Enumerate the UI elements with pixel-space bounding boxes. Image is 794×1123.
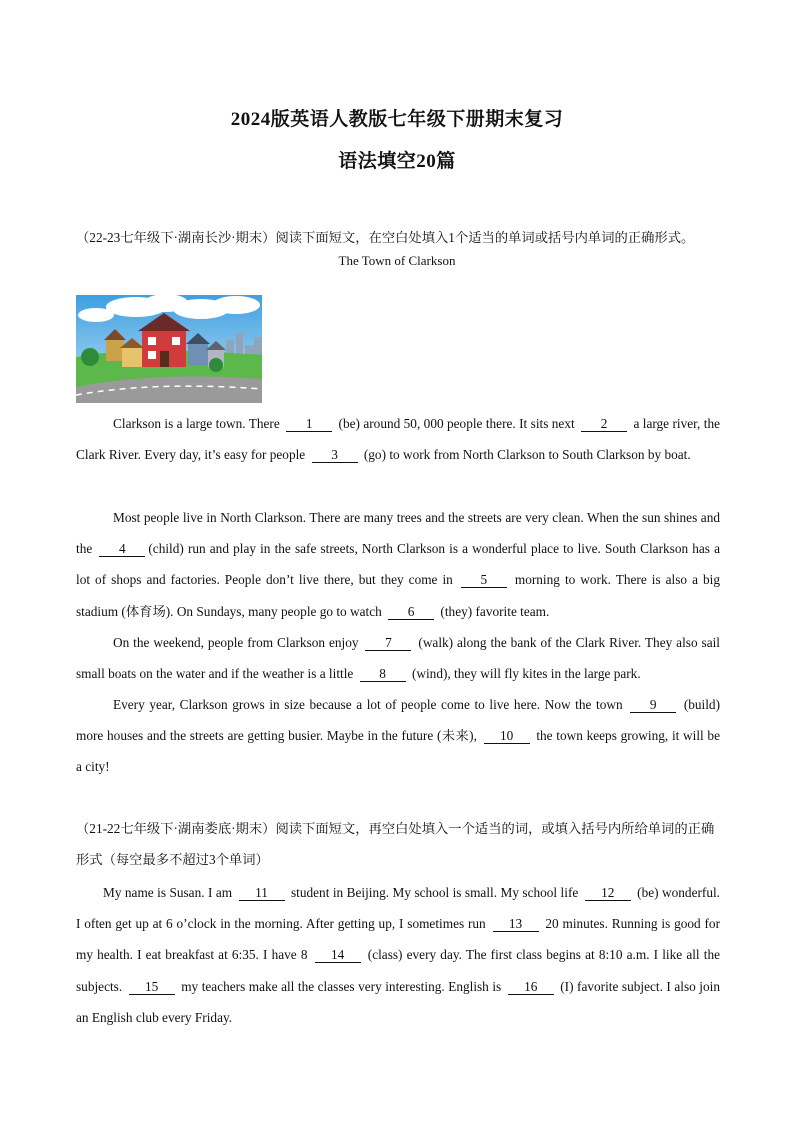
blank-5[interactable]: 5 [461, 573, 507, 588]
blank-4[interactable]: 4 [99, 542, 145, 557]
text-run: the town keeps growing, it will be a city! [76, 728, 720, 775]
blank-6[interactable]: 6 [388, 605, 434, 620]
blank-3[interactable]: 3 [312, 448, 358, 463]
text-run: (go) to work from North Clarkson to South Clarkson by boat. [360, 447, 691, 463]
blank-16[interactable]: 16 [508, 980, 554, 995]
paragraph-4 [76, 689, 720, 783]
blank-15[interactable]: 15 [129, 980, 175, 995]
section2-instruction: （21-22七年级下·湖南娄底·期末）阅读下面短文，再空白处填入一个适当的词，或填入括号内所给单词的正确形式（每空最多不超过3个单词） [76, 821, 715, 867]
text-run: student in Beijing. My school is small. My school life [287, 885, 582, 900]
blank-8[interactable]: 8 [360, 667, 406, 682]
blank-10[interactable]: 10 [484, 729, 530, 744]
text-run: Clarkson is a large town. There [113, 416, 284, 431]
blank-1[interactable]: 1 [286, 417, 332, 432]
text-run: On the weekend, people from Clarkson enjoy [113, 635, 363, 650]
text-run: (walk) along the bank of the Clark River. They also sail small boats on the water and if the weather is a little [76, 635, 720, 682]
text-run: 20 minutes. Running is good for my health. I eat breakfast at 6:35. I have 8 [76, 916, 720, 963]
text-run: (wind), they will fly kites in the large park. [408, 666, 641, 682]
text-run: (I) favorite subject. I also join an English club every Friday. [76, 978, 720, 1025]
paragraph-3 [76, 627, 720, 689]
blank-13[interactable]: 13 [493, 917, 539, 932]
text-run: my teachers make all the classes very interesting. English is [177, 978, 505, 994]
text-run: My name is Susan. I am [103, 885, 236, 900]
document-subtitle: 语法填空20篇 [338, 151, 456, 172]
paragraph-5 [76, 877, 720, 1033]
text-run: (they) favorite team. [437, 603, 550, 619]
text-run: Every year, Clarkson grows in size because a lot of people come to live here. Now the town [113, 697, 628, 712]
blank-11[interactable]: 11 [239, 886, 285, 901]
text-run: a large river, the Clark River. Every day, it’s easy for people [76, 416, 721, 463]
blank-2[interactable]: 2 [581, 417, 627, 432]
text-run: (class) every day. The first class begins at 8:10 a.m. I like all the subjects. [76, 947, 720, 994]
text-run: (be) wonderful. I often get up at 6 o’clock in the morning. After getting up, I sometimes run [76, 885, 720, 932]
blank-7[interactable]: 7 [365, 636, 411, 651]
blank-12[interactable]: 12 [585, 886, 631, 901]
text-run: Most people live in North Clarkson. There are many trees and the streets are very clean. When the sun shines and the [76, 510, 720, 557]
text-run: (build) more houses and the streets are getting busier. Maybe in the future (未来), [76, 697, 721, 744]
town-illustration [76, 295, 262, 403]
text-run: morning to work. There is also a big stadium (体育场). On Sundays, many people go to watch [76, 572, 720, 619]
document-title: 2024版英语人教版七年级下册期末复习 [230, 109, 564, 130]
text-run: (be) around 50, 000 people there. It sits next [335, 416, 579, 431]
paragraph-2 [76, 502, 720, 627]
section1-instruction: （22-23七年级下·湖南长沙·期末）阅读下面短文，在空白处填入1个适当的单词或括号内单词的正确形式。 [76, 230, 695, 245]
blank-9[interactable]: 9 [630, 698, 676, 713]
passage-title: The Town of Clarkson [338, 253, 456, 268]
blank-14[interactable]: 14 [315, 948, 361, 963]
paragraph-1 [76, 408, 720, 470]
text-run: (child) run and play in the safe streets, North Clarkson is a wonderful place to live. South Clarkson has a lot of shops and factories. People don’t live there, but they come in [76, 541, 720, 588]
